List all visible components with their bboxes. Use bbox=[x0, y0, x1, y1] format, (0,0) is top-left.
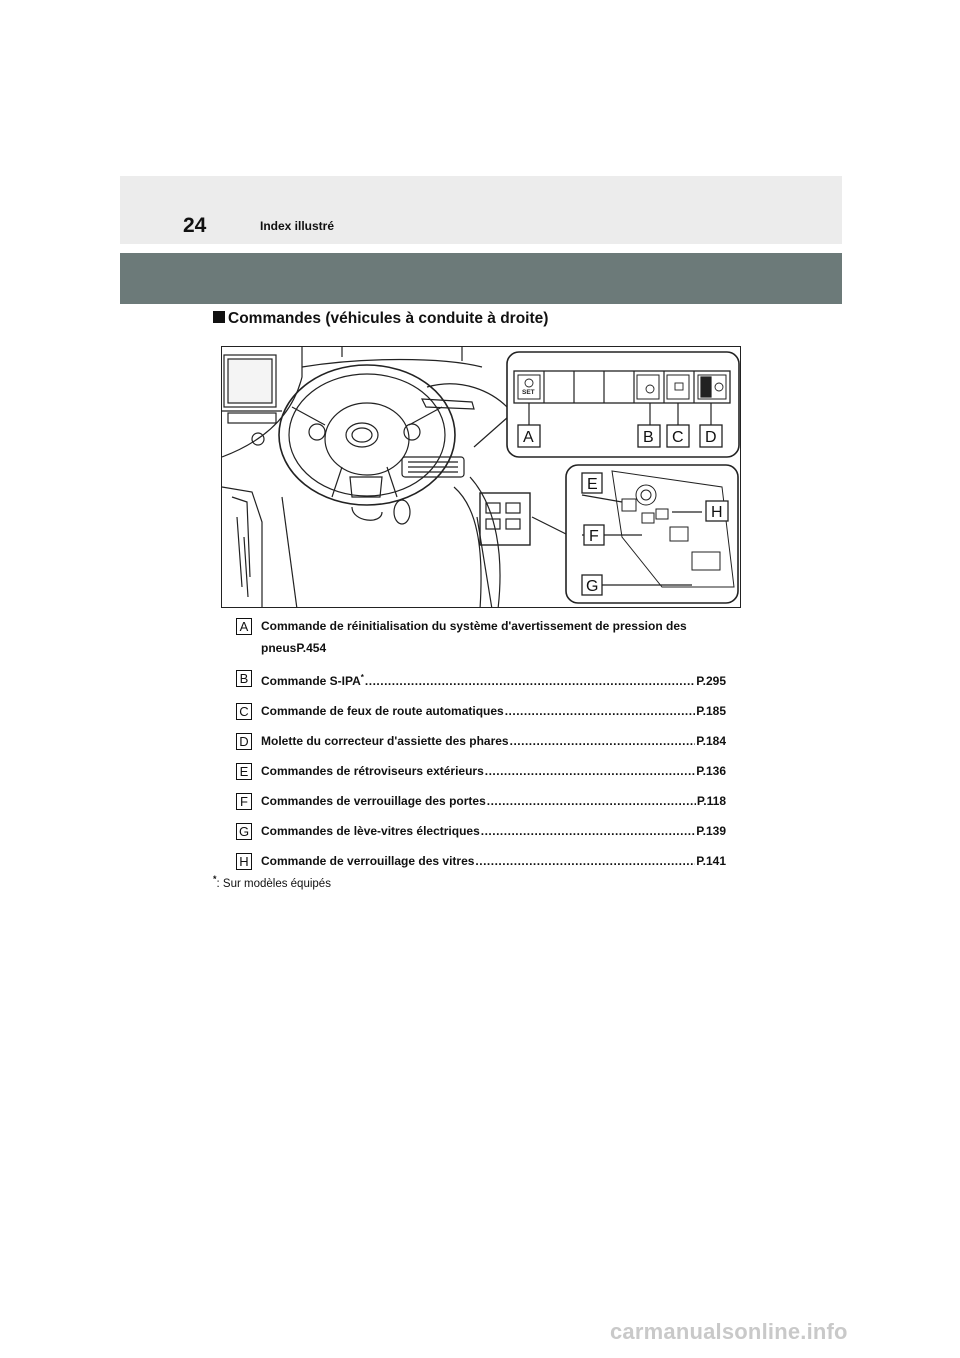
index-letter: G bbox=[236, 823, 252, 840]
asterisk-marker: * bbox=[360, 673, 364, 682]
door-switch-callout bbox=[566, 465, 738, 603]
chapter-title: Index illustré bbox=[260, 219, 335, 233]
index-ref[interactable]: P.118 bbox=[696, 794, 726, 808]
index-label: Commande de verrouillage des vitres bbox=[261, 854, 475, 868]
dashboard-illustration bbox=[221, 346, 741, 608]
callout-b: B bbox=[643, 429, 654, 446]
index-letter: H bbox=[236, 853, 252, 870]
index-label: Commandes de rétroviseurs extérieurs bbox=[261, 764, 484, 778]
index-item-a bbox=[236, 615, 726, 659]
header-band bbox=[120, 176, 842, 244]
index-letter: D bbox=[236, 733, 252, 750]
section-bullet-icon bbox=[213, 311, 225, 323]
set-label: SET bbox=[522, 389, 535, 396]
center-vent-panel bbox=[402, 457, 464, 477]
index-ref[interactable]: P.295 bbox=[696, 674, 726, 688]
index-ref[interactable]: P.136 bbox=[696, 764, 726, 778]
index-label: Commande de réinitialisation du système d'avertissement de pression des pneus bbox=[261, 619, 687, 655]
index-label: Commandes de lève-vitres électriques bbox=[261, 824, 480, 838]
infotainment-screen bbox=[222, 355, 282, 445]
index-item-f bbox=[236, 790, 726, 812]
index-item-e bbox=[236, 760, 726, 782]
callout-e: E bbox=[587, 476, 598, 493]
index-ref[interactable]: P.141 bbox=[696, 854, 726, 868]
callout-d: D bbox=[705, 429, 717, 446]
index-ref[interactable]: P.454 bbox=[296, 641, 327, 655]
index-letter: B bbox=[236, 670, 252, 687]
index-letter: E bbox=[236, 763, 252, 780]
section-title-text: Commandes (véhicules à conduite à droite) bbox=[228, 310, 549, 327]
footnote-marker: * bbox=[213, 874, 217, 884]
switch-panel-callout bbox=[507, 352, 739, 457]
index-ref[interactable]: P.185 bbox=[696, 704, 726, 718]
index-item-c bbox=[236, 700, 726, 722]
callout-f: F bbox=[589, 528, 599, 545]
callout-a: A bbox=[523, 429, 534, 446]
index-letter: F bbox=[236, 793, 252, 810]
callout-c: C bbox=[672, 429, 684, 446]
title-bar bbox=[120, 253, 842, 304]
index-item-b bbox=[236, 667, 726, 692]
footnote-text: : Sur modèles équipés bbox=[216, 877, 331, 890]
callout-g: G bbox=[586, 578, 599, 595]
page-number: 24 bbox=[183, 214, 207, 237]
index-label: Commande de feux de route automatiques bbox=[261, 704, 504, 718]
index-list bbox=[236, 615, 726, 880]
section-title bbox=[213, 310, 548, 328]
index-ref[interactable]: P.184 bbox=[696, 734, 726, 748]
callout-h: H bbox=[711, 504, 723, 521]
index-label: Molette du correcteur d'assiette des phares bbox=[261, 734, 509, 748]
index-letter: A bbox=[236, 618, 252, 635]
index-item-d bbox=[236, 730, 726, 752]
index-item-g bbox=[236, 820, 726, 842]
footnote bbox=[213, 874, 331, 890]
index-letter: C bbox=[236, 703, 252, 720]
index-ref[interactable]: P.139 bbox=[696, 824, 726, 838]
index-item-h bbox=[236, 850, 726, 872]
watermark bbox=[610, 1319, 920, 1347]
index-label: Commande S-IPA bbox=[261, 674, 361, 688]
index-label: Commandes de verrouillage des portes bbox=[261, 794, 486, 808]
watermark-text: carmanualsonline.info bbox=[610, 1319, 848, 1344]
